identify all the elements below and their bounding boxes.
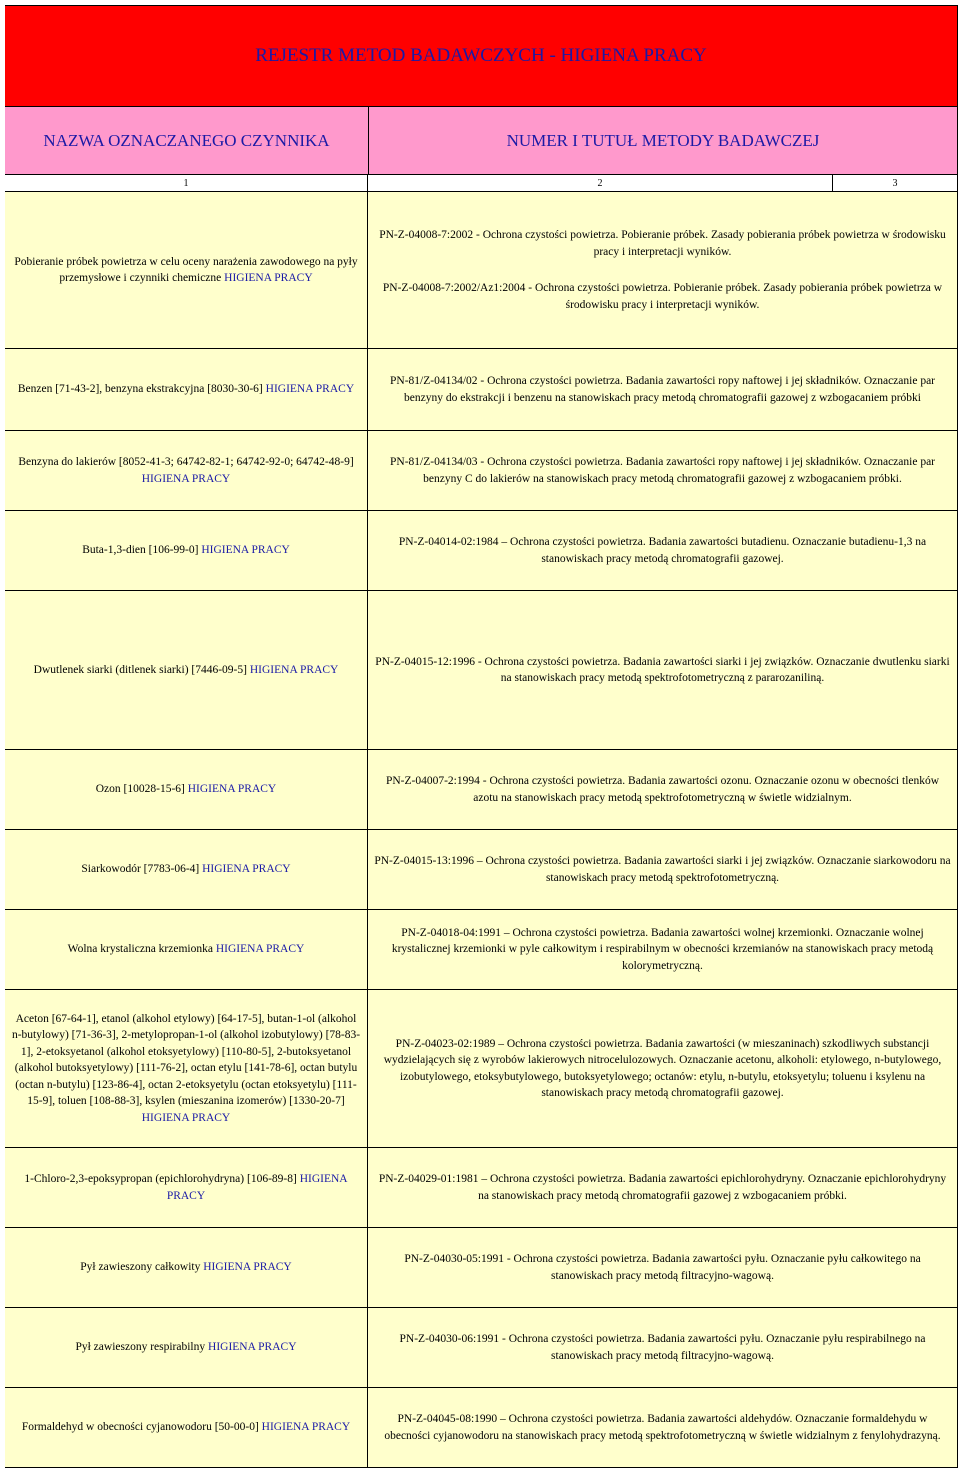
- header-method: NUMER I TUTUŁ METODY BADAWCZEJ: [369, 107, 958, 174]
- method-text: PN-Z-04023-02:1989 – Ochrona czystości powietrza. Badania zawartości (w mieszaninach) szkodliwych substancji wydzielających się z wyrobów lakierowych nitrocelulozowych. Oznaczanie acetonu, alkoholi: etylowego, n-butylowego, izobutylowego, etoksybutylowego, butoksyetylowego; octanów: etylu, n-butylu, etoksyetylu; toluenu i ksylenu na stanowiskach pracy metodą chromatografii gazowej.: [383, 1037, 942, 1099]
- agent-cell: 1-Chloro-2,3-epoksypropan (epichlorohydryna) [106-89-8] HIGIENA PRACY: [5, 1148, 368, 1227]
- agent-cell: Pył zawieszony całkowity HIGIENA PRACY: [5, 1228, 368, 1307]
- method-cell: [368, 1148, 958, 1227]
- method-cell: [368, 192, 958, 348]
- agent-cell: Ozon [10028-15-6] HIGIENA PRACY: [5, 750, 368, 829]
- column-number-row: [5, 175, 958, 192]
- title-bar: [5, 5, 958, 107]
- tag-label: HIGIENA PRACY: [261, 1421, 351, 1434]
- method-text: PN-Z-04008-7:2002/Az1:2004 - Ochrona czystości powietrza. Pobieranie próbek. Zasady pobierania próbek powietrza w środowisku pracy i interpretacji wyników.: [382, 282, 943, 311]
- tag-label: HIGIENA PRACY: [166, 1173, 348, 1202]
- method-text: PN-Z-04015-12:1996 - Ochrona czystości powietrza. Badania zawartości siarki i jej związków. Oznaczanie dwutlenku siarki na stanowiskach pracy metodą spektrofotometryczną z pararozaniliną.: [375, 655, 950, 684]
- table-row: [5, 750, 958, 830]
- table-row: [5, 349, 958, 431]
- tag-label: HIGIENA PRACY: [265, 383, 355, 396]
- method-text: PN-81/Z-04134/03 - Ochrona czystości powietrza. Badania zawartości ropy naftowej i jej składników. Oznaczanie par benzyny C do lakierów na stanowiskach pracy metodą chromatografii gazowej z wzbogacaniem próbki.: [390, 456, 935, 485]
- agent-cell: Formaldehyd w obecności cyjanowodoru [50-00-0] HIGIENA PRACY: [5, 1388, 368, 1467]
- tag-label: HIGIENA PRACY: [224, 272, 313, 284]
- tag-label: HIGIENA PRACY: [201, 544, 290, 557]
- method-cell: [368, 1308, 958, 1387]
- table-row: [5, 511, 958, 591]
- method-cell: [368, 1388, 958, 1467]
- table-row: [5, 192, 958, 349]
- method-cell: [368, 591, 958, 749]
- agent-cell: Pył zawieszony respirabilny HIGIENA PRACY: [5, 1308, 368, 1387]
- table-row: [5, 1148, 958, 1228]
- tag-label: HIGIENA PRACY: [215, 943, 305, 956]
- table-row: [5, 591, 958, 750]
- table-row: [5, 1388, 958, 1468]
- method-cell: [368, 910, 958, 989]
- header-row: [5, 107, 958, 175]
- method-cell: [368, 830, 958, 909]
- method-text: PN-Z-04014-02:1984 – Ochrona czystości powietrza. Badania zawartości butadienu. Oznaczanie butadienu-1,3 na stanowiskach pracy metodą chromatografii gazowej.: [398, 536, 927, 565]
- table-row: [5, 1228, 958, 1308]
- agent-cell: Dwutlenek siarki (ditlenek siarki) [7446-09-5] HIGIENA PRACY: [5, 591, 368, 749]
- method-text: PN-Z-04007-2:1994 - Ochrona czystości powietrza. Badania zawartości ozonu. Oznaczanie ozonu w obecności tlenków azotu na stanowiskach pracy metodą spektrofotometryczną w świetle widzialnym.: [385, 775, 940, 804]
- method-text: PN-Z-04030-06:1991 - Ochrona czystości powietrza. Badania zawartości pyłu. Oznaczanie pyłu respirabilnego na stanowiskach pracy metodą filtracyjno-wagową.: [399, 1333, 926, 1362]
- table-row: [5, 910, 958, 990]
- tag-label: HIGIENA PRACY: [208, 1341, 297, 1354]
- table-row: [5, 1308, 958, 1388]
- agent-cell: Benzyna do lakierów [8052-41-3; 64742-82-1; 64742-92-0; 64742-48-9] HIGIENA PRACY: [5, 431, 368, 510]
- agent-cell: Buta-1,3-dien [106-99-0] HIGIENA PRACY: [5, 511, 368, 590]
- header-agent: NAZWA OZNACZANEGO CZYNNIKA: [5, 107, 369, 174]
- method-cell: [368, 1228, 958, 1307]
- method-cell: [368, 750, 958, 829]
- method-text: PN-Z-04030-05:1991 - Ochrona czystości powietrza. Badania zawartości pyłu. Oznaczanie pyłu całkowitego na stanowiskach pracy metodą filtracyjno-wagową.: [404, 1253, 921, 1282]
- method-text: PN-Z-04029-01:1981 – Ochrona czystości powietrza. Badania zawartości epichlorohydryny. Oznaczanie epichlorohydryny na stanowiskach pracy metodą chromatografii gazowej z wzbogacaniem próbki.: [378, 1173, 947, 1202]
- method-text: PN-Z-04015-13:1996 – Ochrona czystości powietrza. Badania zawartości siarki i jej związków. Oznaczanie siarkowodoru na stanowiskach pracy metodą spektrofotometryczną.: [374, 855, 951, 884]
- method-text: PN-81/Z-04134/02 - Ochrona czystości powietrza. Badania zawartości ropy naftowej i jej składników. Oznaczanie par benzyny do ekstrakcji i benzenu na stanowiskach pracy metodą chromatografii gazowej z wzbogacaniem próbki: [390, 375, 935, 404]
- method-text: PN-Z-04045-08:1990 – Ochrona czystości powietrza. Badania zawartości aldehydów. Oznaczanie formaldehydu w obecności cyjanowodoru na stanowiskach pracy metodą spektrofotometryczną w świetle widzialnym z fenylohydrazyną.: [384, 1413, 941, 1442]
- column-number: 1: [5, 175, 368, 191]
- method-cell: [368, 431, 958, 510]
- table-row: [5, 431, 958, 511]
- agent-cell: Benzen [71-43-2], benzyna ekstrakcyjna [8030-30-6] HIGIENA PRACY: [5, 349, 368, 430]
- column-number: 2: [368, 175, 833, 191]
- method-cell: [368, 349, 958, 430]
- tag-label: HIGIENA PRACY: [141, 1111, 231, 1124]
- agent-cell: Wolna krystaliczna krzemionka HIGIENA PRACY: [5, 910, 368, 989]
- agent-cell: Aceton [67-64-1], etanol (alkohol etylowy) [64-17-5], butan-1-ol (alkohol n-butylowy) [71-36-3], 2-metylopropan-1-ol (alkohol izobutylowy) [78-83-1], 2-etoksyetanol (alkohol etoksyetylowy) [110-80-5], 2-butoksyetanol (alkohol butoksyetylowy) [111-76-2], octan etylu [141-78-6], octan butylu (octan n-butylu) [123-86-4], octan 2-etoksyetylu (octan etoksyetylu) [111-15-9], toluen [108-88-3], ksylen (mieszanina izomerów) [1330-20-7] HIGIENA PRACY: [5, 990, 368, 1147]
- tag-label: HIGIENA PRACY: [203, 1261, 292, 1274]
- method-text: PN-Z-04008-7:2002 - Ochrona czystości powietrza. Pobieranie próbek. Zasady pobierania próbek powietrza w środowisku pracy i interpretacji wyników.: [379, 229, 946, 258]
- agent-cell: Siarkowodór [7783-06-4] HIGIENA PRACY: [5, 830, 368, 909]
- method-text: PN-Z-04018-04:1991 – Ochrona czystości powietrza. Badania zawartości wolnej krzemionki. Oznaczanie wolnej krystalicznej krzemionki w pyle całkowitym i respirabilnym w obecności krzemianów na stanowiskach pracy metodą kolorymetryczną.: [391, 926, 934, 972]
- table-row: [5, 990, 958, 1148]
- page-title: REJESTR METOD BADAWCZYCH - HIGIENA PRACY: [255, 45, 707, 66]
- column-number: 3: [833, 175, 958, 191]
- tag-label: HIGIENA PRACY: [202, 863, 291, 876]
- table-row: [5, 830, 958, 910]
- tag-label: HIGIENA PRACY: [141, 472, 231, 485]
- tag-label: HIGIENA PRACY: [187, 783, 277, 796]
- method-cell: [368, 990, 958, 1147]
- method-cell: [368, 511, 958, 590]
- agent-cell: Pobieranie próbek powietrza w celu oceny narażenia zawodowego na pyły przemysłowe i czynniki chemiczne HIGIENA PRACY: [5, 192, 368, 348]
- tag-label: HIGIENA PRACY: [249, 663, 339, 676]
